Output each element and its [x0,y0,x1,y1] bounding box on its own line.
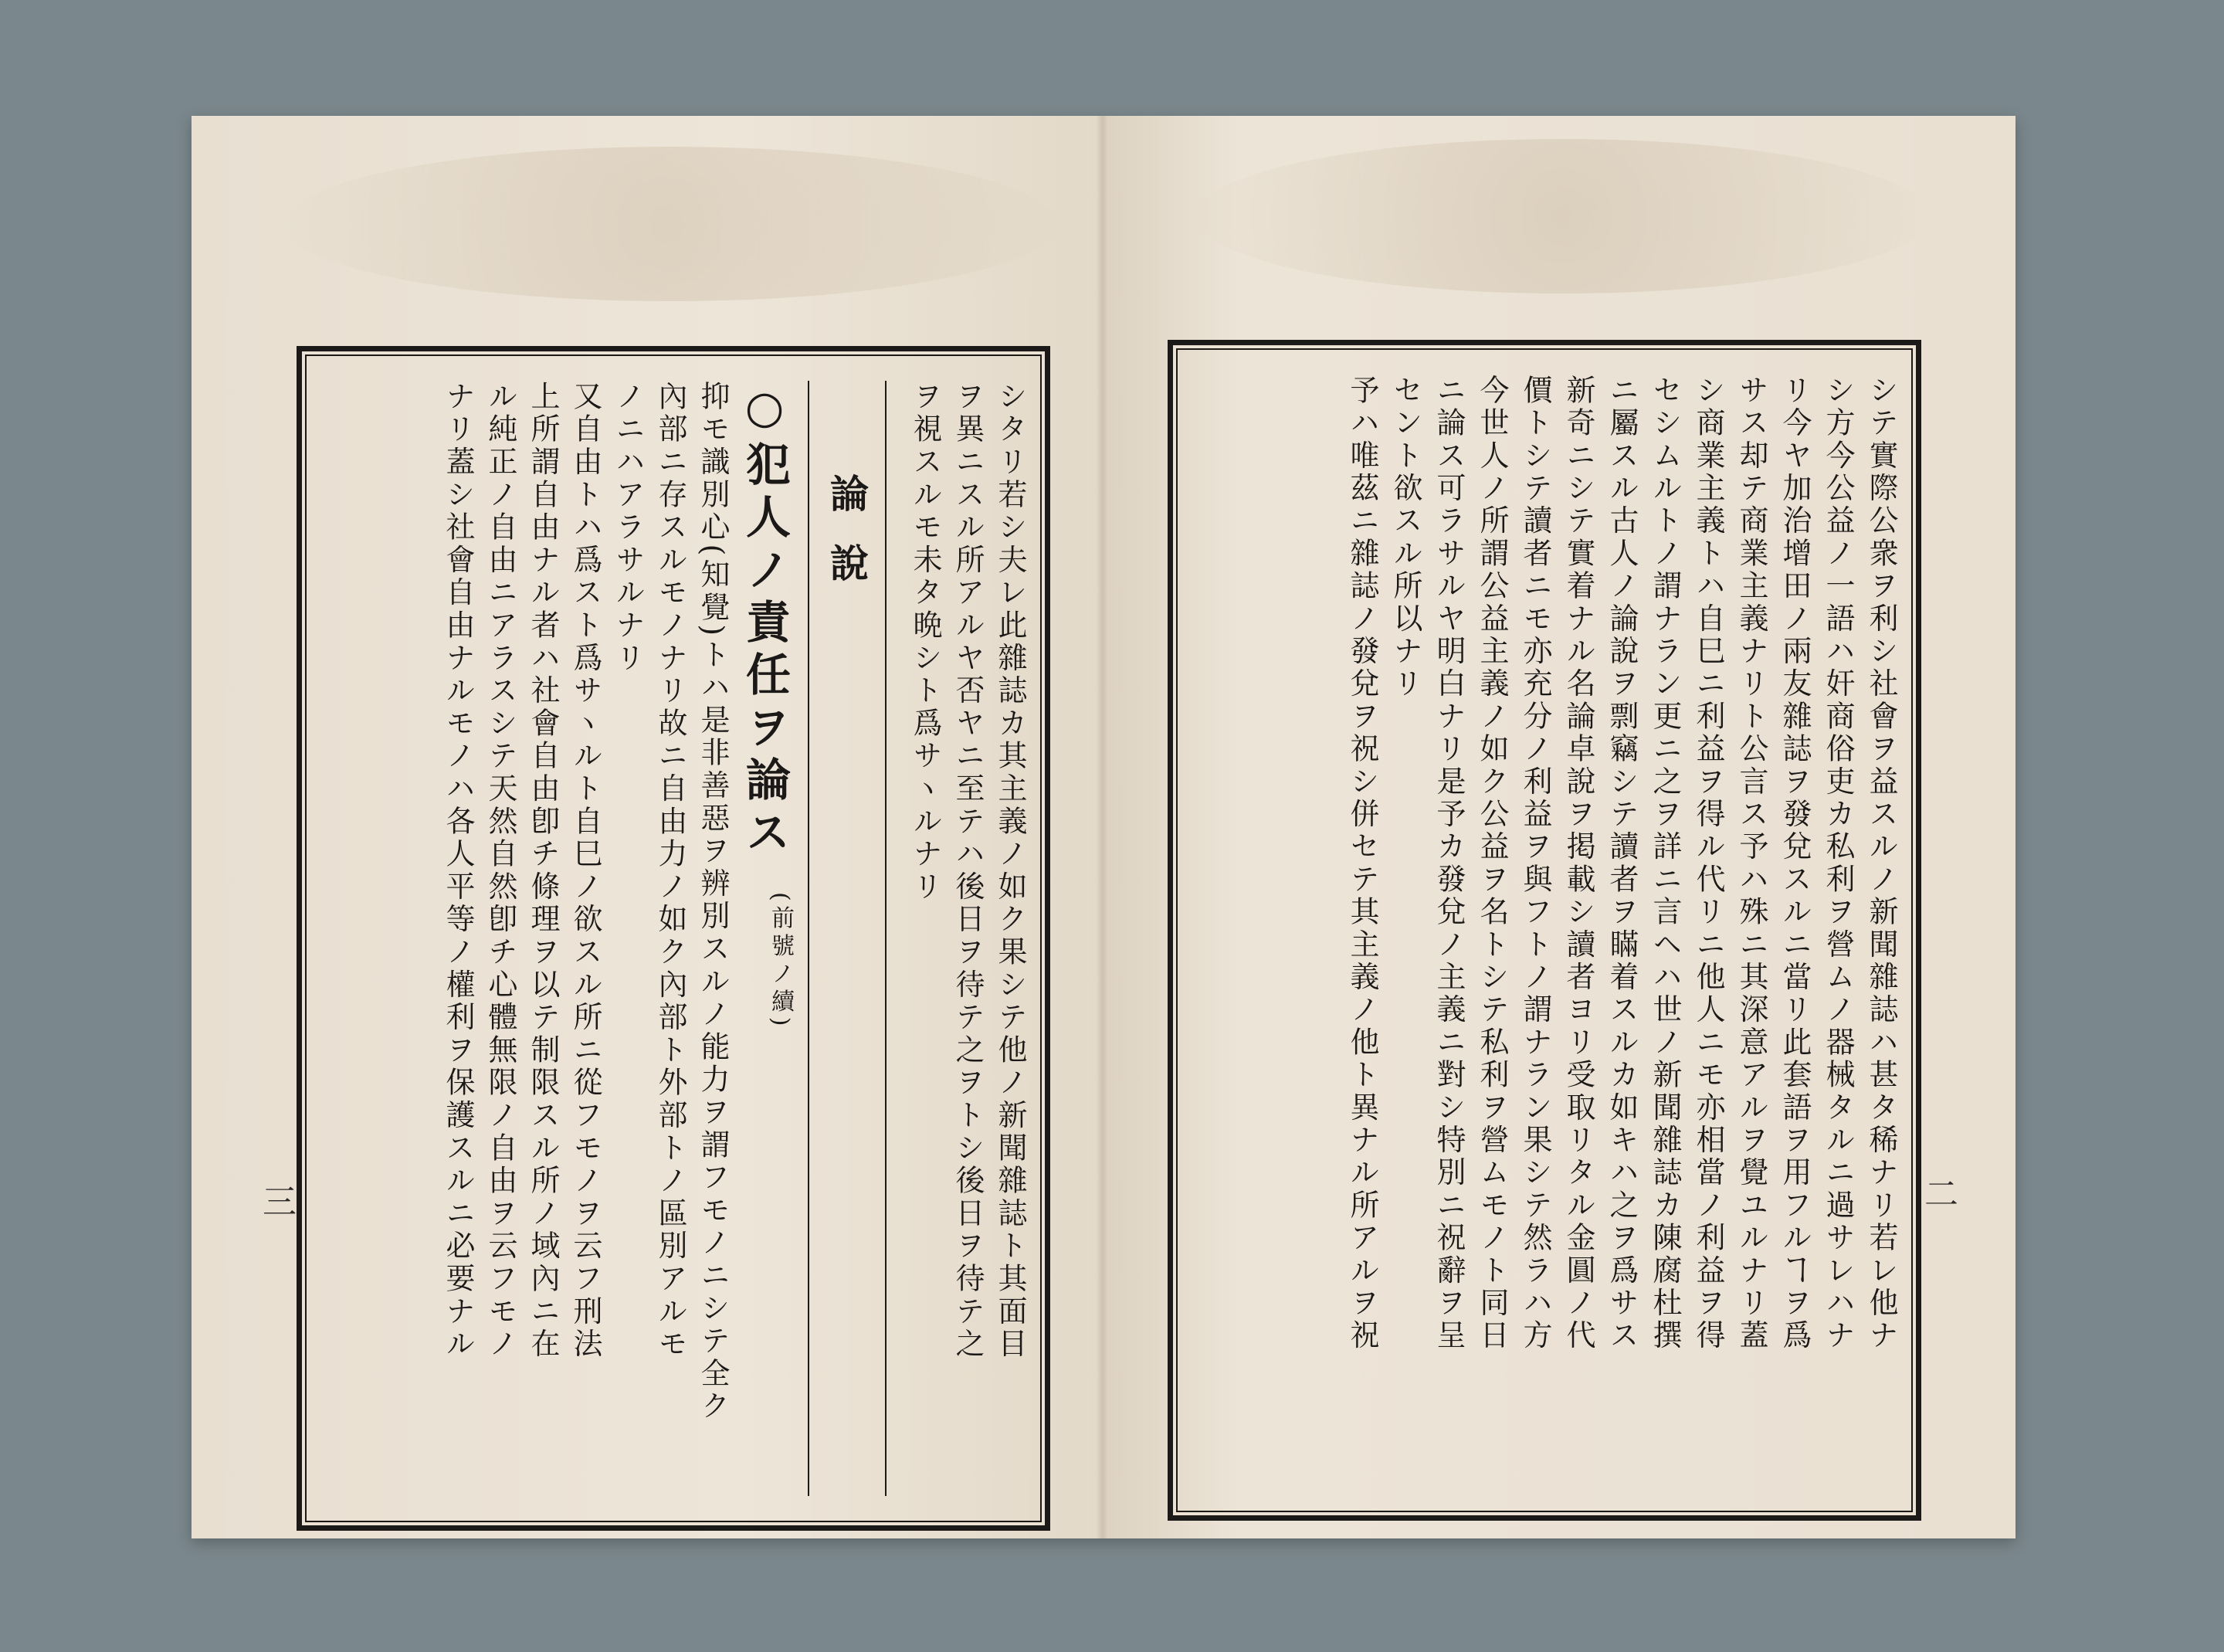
text-column: ニ屬スル古人ノ論說ヲ剽竊シテ讀者ヲ瞞着スルカ如キハ之ヲ爲サス [1605,375,1639,1352]
text-column: セント欲スル所以ナリ [1388,375,1422,700]
text-column: サス却テ商業主義ナリト公言ス予ハ殊ニ其深意アルヲ覺ユルナリ蓋 [1734,375,1768,1352]
text-column: シタリ若シ夫レ此雜誌カ其主義ノ如ク果シテ他ノ新聞雜誌ト其面目 [993,381,1027,1361]
text-column: 又自由トハ爲スト爲サヽルト自巳ノ欲スル所ニ從フモノヲ云フ刑法 [568,381,602,1361]
text-column: ナリ蓋シ社會自由ナルモノハ各人平等ノ權利ヲ保護スルニ必要ナル [441,381,475,1361]
text-column: リ今ヤ加治增田ノ兩友雜誌ヲ發兌スルニ當リ此套語ヲ用フルヿヲ爲 [1778,375,1812,1352]
text-column: ノニハアラサルナリ [611,381,645,675]
right-page-columns [1193,375,1896,1486]
section-heading: 論說 [824,473,870,612]
book-spread [192,116,2016,1538]
left-page-columns [322,381,1025,1496]
left-page-frame [297,346,1050,1531]
text-column: シテ實際公衆ヲ利シ社會ヲ益スルノ新聞雜誌ハ甚タ稀ナリ若レ他ナ [1864,375,1898,1352]
text-column: シ商業主義トハ自巳ニ利益ヲ得ル代リニ他人ニモ亦相當ノ利益ヲ得 [1691,375,1725,1352]
column-divider [808,381,809,1496]
text-column: ヲ視スルモ未タ晩シト爲サヽルナリ [908,381,942,904]
page-number-right: 二 [1924,1175,1958,1214]
column-divider [885,381,887,1496]
text-column: シ方今公益ノ一語ハ奸商俗吏カ私利ヲ營ムノ器械タルニ過サレハナ [1821,375,1855,1352]
book-gutter [1097,116,1107,1538]
right-page-frame [1168,340,1921,1521]
text-column: セシムルトノ謂ナラン更ニ之ヲ詳ニ言ヘハ世ノ新聞雜誌カ陳腐杜撰 [1648,375,1682,1352]
text-column: ル純正ノ自由ニアラスシテ天然自然卽チ心體無限ノ自由ヲ云フモノ [483,381,517,1361]
text-column: ニ論ス可ラサルヤ明白ナリ是予カ發兌ノ主義ニ對シ特別ニ祝辭ヲ呈 [1432,375,1466,1352]
foxing-stain [1195,139,1929,293]
text-column: 價トシテ讀者ニモ亦充分ノ利益ヲ與フトノ謂ナラン果シテ然ラハ方 [1518,375,1552,1352]
article-note: (前號ノ續) [767,892,794,1031]
text-column: 今世人ノ所謂公益主義ノ如ク公益ヲ名トシテ私利ヲ營ムモノト同日 [1475,375,1509,1353]
text-column: ヲ異ニスル所アルヤ否ヤニ至テハ後日ヲ待テ之ヲトシ後日ヲ待テ之 [951,381,985,1361]
text-column: 上所謂自由ナル者ハ社會自由卽チ條理ヲ以テ制限スル所ノ域內ニ在 [526,381,560,1361]
foxing-stain [284,147,1056,301]
article-title-column [727,381,797,1496]
text-column: 予ハ唯茲ニ雜誌ノ發兌ヲ祝シ併セテ其主義ノ他ト異ナル所アルヲ祝 [1345,375,1379,1352]
text-column: 抑モ識別心(知覺)トハ是非善惡ヲ辨別スルノ能力ヲ謂フモノニシテ全ク [696,381,730,1423]
article-title: ○犯人ノ責任ヲ論ス [738,381,791,861]
text-column: 新奇ニシテ實着ナル名論卓說ヲ掲載シ讀者ヨリ受取リタル金圓ノ代 [1561,375,1595,1352]
page-number-left: 三 [263,1182,297,1222]
text-column: 內部ニ存スルモノナリ故ニ自由力ノ如ク內部ト外部トノ區別アルモ [653,381,687,1361]
